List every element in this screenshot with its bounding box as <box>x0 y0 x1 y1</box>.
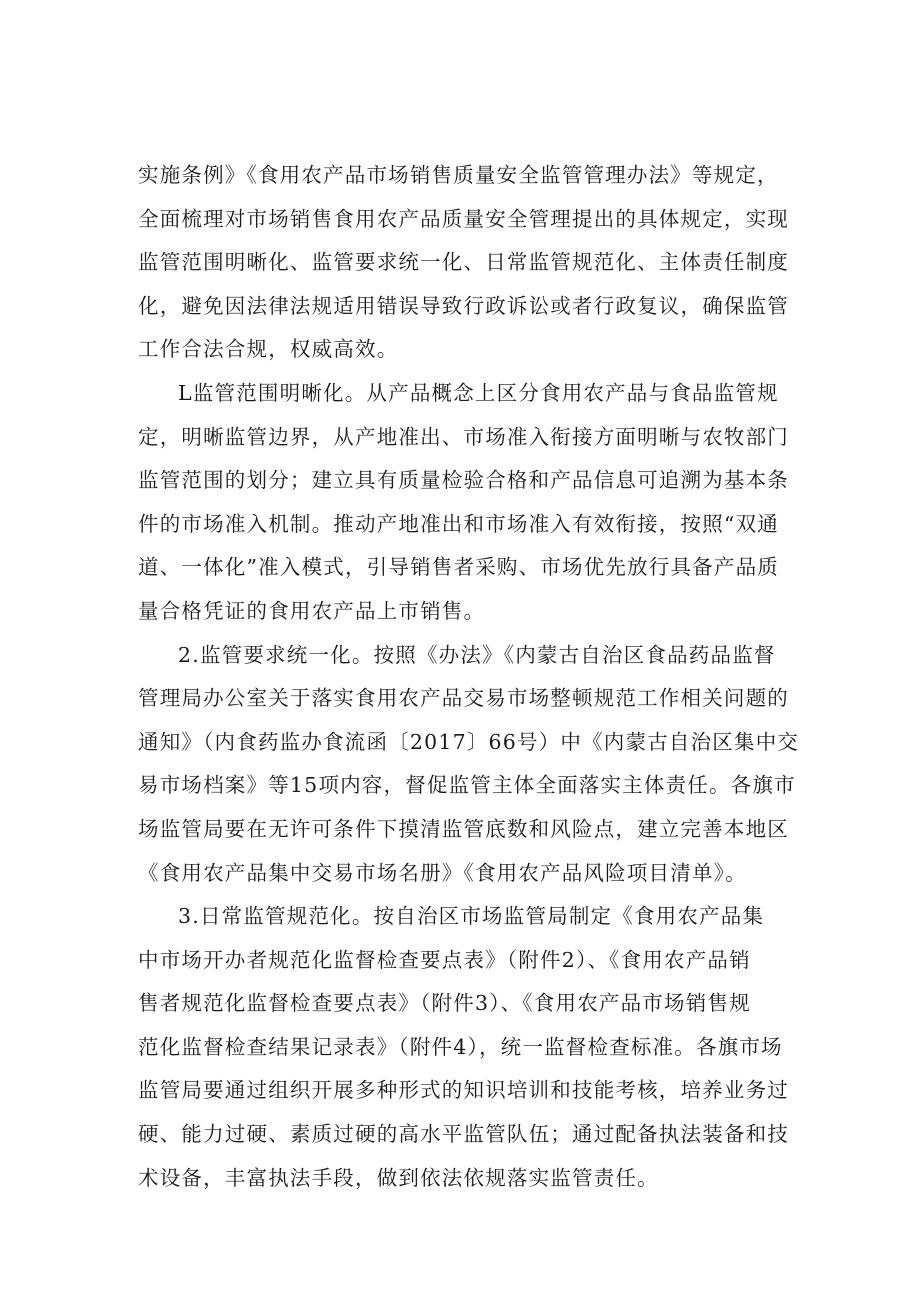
text-line: 场监管局要在无许可条件下摸清监管底数和风险点，建立完善本地区 <box>138 816 789 841</box>
text-line: 中市场开办者规范化监督检查要点表》（附件2）、《食用农产品销 <box>138 947 751 972</box>
text-line: 量合格凭证的食用农产品上市销售。 <box>138 598 486 623</box>
paragraph-heading-line: L监管范围明晰化。从产品概念上区分食用农产品与食品监管规 <box>178 380 779 405</box>
text-line: 易市场档案》等15项内容，督促监管主体全面落实主体责任。各旗市 <box>138 773 796 798</box>
text-line: 实施条例》《食用农产品市场销售质量安全监管管理办法》等规定， <box>138 163 779 187</box>
text-line: 件的市场准入机制。推动产地准出和市场准入有效衔接，按照“双通 <box>138 511 779 536</box>
document-body <box>138 154 800 1200</box>
text-line: 售者规范化监督检查要点表》（附件3）、《食用农产品市场销售规 <box>138 991 751 1016</box>
text-line: 管理局办公室关于落实食用农产品交易市场整顿规范工作相关问题的 <box>138 686 789 711</box>
text-line: 道、一体化”准入模式，引导销售者采购、市场优先放行具备产品质 <box>138 555 779 580</box>
text-line: 定，明晰监管边界，从产地准出、市场准入衔接方面明晰与农牧部门 <box>138 424 789 449</box>
text-line: 监管局要通过组织开展多种形式的知识培训和技能考核，培养业务过 <box>138 1078 789 1103</box>
text-line: 通知》（内食药监办食流函〔2017〕66号）中《内蒙古自治区集中交 <box>138 729 800 754</box>
paragraph-heading-line: 3.日常监管规范化。按自治区市场监管局制定《食用农产品集 <box>178 904 765 929</box>
text-line: 工作合法合规，权威高效。 <box>138 337 399 362</box>
text-line: 监管范围的划分；建立具有质量检验合格和产品信息可追溯为基本条 <box>138 468 789 493</box>
text-line: 化，避免因法律法规适用错误导致行政诉讼或者行政复议，确保监管 <box>138 293 789 318</box>
text-line: 全面梳理对市场销售食用农产品质量安全管理提出的具体规定，实现 <box>138 206 789 231</box>
paragraph-heading-line: 2.监管要求统一化。按照《办法》《内蒙古自治区食品药品监督 <box>178 642 776 667</box>
text-line: 监管范围明晰化、监管要求统一化、日常监管规范化、主体责任制度 <box>138 250 789 275</box>
text-line: 范化监督检查结果记录表》（附件4），统一监督检查标准。各旗市场 <box>138 1034 783 1059</box>
text-line: 《食用农产品集中交易市场名册》《食用农产品风险项目清单》。 <box>138 860 747 885</box>
text-line: 硬、能力过硬、素质过硬的高水平监管队伍；通过配备执法装备和技 <box>138 1122 789 1147</box>
text-line: 术设备，丰富执法手段，做到依法依规落实监管责任。 <box>138 1165 659 1190</box>
